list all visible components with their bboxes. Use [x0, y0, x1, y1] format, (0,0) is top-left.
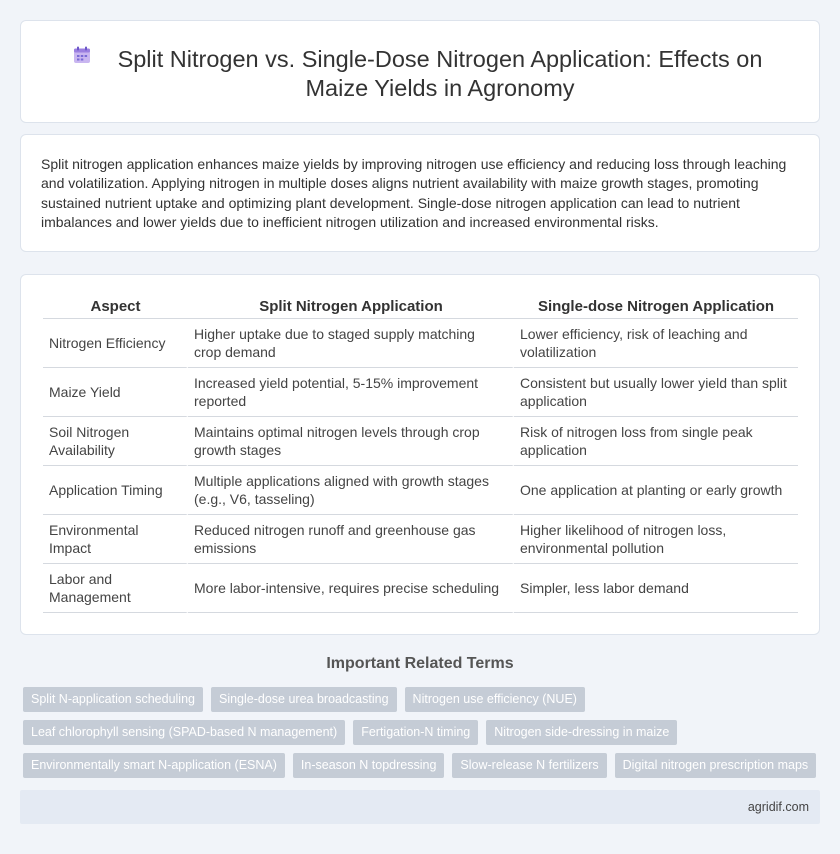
split-cell: Higher uptake due to staged supply matching crop demand: [188, 319, 514, 368]
aspect-cell: Labor and Management: [43, 564, 188, 613]
related-term-tag[interactable]: Leaf chlorophyll sensing (SPAD-based N management): [23, 720, 345, 745]
tag-row: [23, 720, 813, 745]
comparison-card: [20, 274, 820, 635]
related-term-tag[interactable]: Nitrogen use efficiency (NUE): [405, 687, 585, 712]
title-card: [20, 20, 820, 123]
split-cell: Reduced nitrogen runoff and greenhouse gas emissions: [188, 515, 514, 564]
related-terms-title: Important Related Terms: [326, 655, 514, 672]
comparison-table: [43, 296, 798, 613]
related-term-tag[interactable]: Single-dose urea broadcasting: [211, 687, 397, 712]
tag-row: [23, 753, 813, 778]
header-split: Split Nitrogen Application: [188, 296, 514, 319]
related-term-tag[interactable]: Slow-release N fertilizers: [452, 753, 606, 778]
single-cell: One application at planting or early growth: [514, 466, 798, 515]
single-cell: Risk of nitrogen loss from single peak application: [514, 417, 798, 466]
header-single: Single-dose Nitrogen Application: [514, 296, 798, 319]
related-term-tag[interactable]: Digital nitrogen prescription maps: [615, 753, 817, 778]
intro-card: [20, 134, 820, 252]
aspect-cell: Nitrogen Efficiency: [43, 319, 188, 368]
aspect-cell: Soil Nitrogen Availability: [43, 417, 188, 466]
table-header-row: [43, 296, 798, 319]
page-title: Split Nitrogen vs. Single-Dose Nitrogen Application: Effects on Maize Yields in Agronomy: [117, 46, 763, 101]
related-terms: [23, 687, 813, 786]
header-aspect: Aspect: [43, 296, 188, 319]
footer: [20, 790, 820, 824]
single-cell: Lower efficiency, risk of leaching and volatilization: [514, 319, 798, 368]
split-cell: Multiple applications aligned with growth stages (e.g., V6, tasseling): [188, 466, 514, 515]
aspect-cell: Maize Yield: [43, 368, 188, 417]
table-row: [43, 417, 798, 466]
single-cell: Higher likelihood of nitrogen loss, environmental pollution: [514, 515, 798, 564]
related-term-tag[interactable]: Split N-application scheduling: [23, 687, 203, 712]
tag-row: [23, 687, 813, 712]
table-row: [43, 564, 798, 613]
related-term-tag[interactable]: In-season N topdressing: [293, 753, 445, 778]
related-term-tag[interactable]: Environmentally smart N-application (ESNA): [23, 753, 285, 778]
related-term-tag[interactable]: Nitrogen side-dressing in maize: [486, 720, 677, 745]
related-term-tag[interactable]: Fertigation-N timing: [353, 720, 478, 745]
split-cell: Maintains optimal nitrogen levels through crop growth stages: [188, 417, 514, 466]
split-cell: More labor-intensive, requires precise scheduling: [188, 564, 514, 613]
single-cell: Simpler, less labor demand: [514, 564, 798, 613]
table-row: [43, 368, 798, 417]
split-cell: Increased yield potential, 5-15% improvement reported: [188, 368, 514, 417]
table-row: [43, 319, 798, 368]
table-row: [43, 515, 798, 564]
footer-site-link[interactable]: agridif.com: [747, 800, 809, 814]
intro-paragraph: Split nitrogen application enhances maize yields by improving nitrogen use efficiency and reducing loss through leaching and volatilization. Applying nitrogen in multiple doses aligns nutrient availability with maize growth stages, promoting sustained nutrient uptake and optimizing plant development. Single-dose nitrogen application can lead to nutrient imbalances and lower yields due to inefficient nitrogen utilization and increased environmental risks.: [41, 156, 787, 230]
single-cell: Consistent but usually lower yield than split application: [514, 368, 798, 417]
aspect-cell: Application Timing: [43, 466, 188, 515]
aspect-cell: Environmental Impact: [43, 515, 188, 564]
table-row: [43, 466, 798, 515]
